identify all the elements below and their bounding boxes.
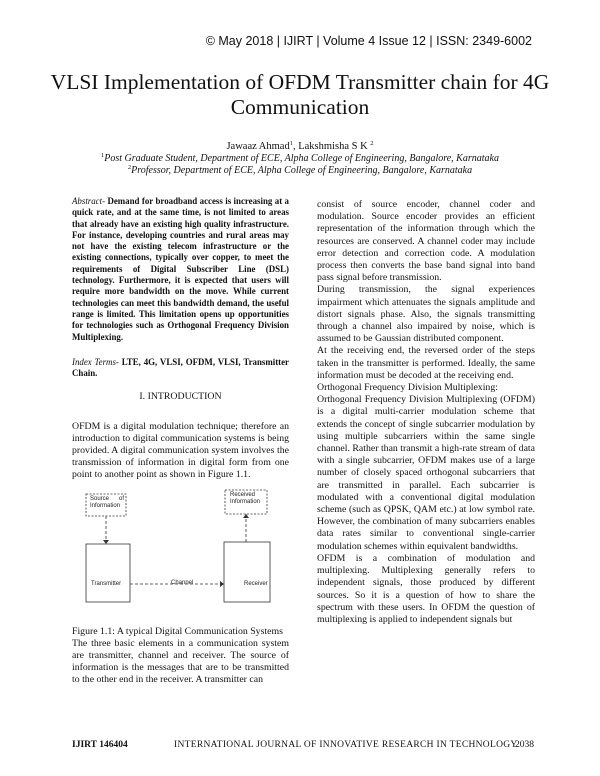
label-destination: Received Information xyxy=(230,491,261,505)
label-source: Source of Information xyxy=(90,495,124,509)
right-paragraph-2: During transmission, the signal experiences impairment which attenuates the signals amplitude and distort signals phase. Also, the signals transmitting through a channel also impaired by noise, which is assumed to be Gaussian distributed component. xyxy=(317,284,535,345)
journal-header: © May 2018 | IJIRT | Volume 4 Issue 12 | ISSN: 2349-6002 xyxy=(205,34,532,48)
footer-journal-name: INTERNATIONAL JOURNAL OF INNOVATIVE RESEARCH IN TECHNOLOGY xyxy=(174,740,518,750)
index-terms-label: Index Terms- xyxy=(72,356,119,367)
paper-title xyxy=(40,70,560,120)
figure-caption: Figure 1.1: A typical Digital Communication Systems xyxy=(72,625,283,637)
index-terms xyxy=(72,357,289,380)
abstract-text: Demand for broadband access is increasing at a quick rate, and at the same time, is not limited to areas that already have an existing high quality infrastructure. For instance, developing countries and rural areas may not have the existing telecom infrastructure or the existing connections, typically over copper, to meet the requirements of Digital Subscriber Line (DSL) technology. Furthermore, it is expected that users will require more bandwidth on the move. While current technologies can meet this bandwidth demand, the useful range is limited. This limitation opens up opportunities for technologies such as Orthogonal Frequency Division Multiplexing. xyxy=(72,196,289,342)
affiliation-1-sup: 1 xyxy=(101,152,105,159)
abstract xyxy=(72,196,289,343)
arrow-to-destination xyxy=(243,514,249,518)
title-line-1: VLSI Implementation of OFDM Transmitter chain for 4G xyxy=(50,70,550,94)
ofdm-subheading: Orthogonal Frequency Division Multiplexing: xyxy=(317,382,498,394)
footer-page-number: 2038 xyxy=(515,740,534,750)
right-column xyxy=(317,199,535,626)
arrow-to-receiver xyxy=(220,581,224,587)
arrow-to-transmitter xyxy=(103,540,109,544)
section-heading-introduction: I. INTRODUCTION xyxy=(139,391,222,403)
author-1: Jawaaz Ahmad xyxy=(226,141,290,152)
transmitter-box xyxy=(86,544,130,602)
author-2: Lakshmisha S K xyxy=(298,141,368,152)
author-1-sup: 1 xyxy=(289,140,293,147)
label-channel: Channel xyxy=(171,579,194,586)
label-receiver: Receiver xyxy=(244,580,268,587)
right-paragraph-3: At the receiving end, the reversed order of the steps taken in the transmitter is performed. Ideally, the same information must be decoded at the receiving end. xyxy=(317,345,535,381)
author-separator: , xyxy=(292,141,299,152)
right-paragraph-6: OFDM is a combination of modulation and multiplexing. Multiplexing generally refers to independent signals, those produced by different sources. So it is a question of how to share the spectrum with these users. In OFDM the question of multiplexing is applied to independent signals but xyxy=(317,552,535,625)
title-line-2: Communication xyxy=(230,95,370,119)
author-list xyxy=(40,141,560,152)
figure-communication-system xyxy=(72,488,289,616)
footer-paper-id: IJIRT 146404 xyxy=(72,740,128,750)
abstract-label: Abstract- xyxy=(72,196,106,206)
right-paragraph-5: Orthogonal Frequency Division Multiplexing (OFDM) is a digital multi-carrier modulation scheme that extends the concept of single subcarrier modulation by using multiple subcarriers within the same single channel. Rather than transmit a high-rate stream of data with a single subcarrier, OFDM makes use of a large number of closely spaced orthogonal subcarriers that are transmitted in parallel. Each subcarrier is modulated with a conventional digital modulation scheme (such as QPSK, QAM etc.) at low symbol rate. However, the combination of many subcarriers enables data rates similar to conventional single-carrier modulation schemes within equivalent bandwidths. xyxy=(317,394,535,552)
affiliation-2-text: Professor, Department of ECE, Alpha College of Engineering, Bangalore, Karnataka xyxy=(131,165,473,176)
receiver-box xyxy=(224,542,270,602)
right-paragraph-1: consist of source encoder, channel coder and modulation. Source encoder provides an efficient representation of the information through which the resources are conserved. A channel coder may include error detection and correction code. A modulation process then converts the base band signal into band pass signal before transmission. xyxy=(317,199,535,284)
affiliation-1 xyxy=(40,153,560,164)
intro-paragraph-1: OFDM is a digital modulation technique; therefore an introduction to digital communication systems is being provided. A digital communication system involves the transmission of information in digital form from one point to another point as shown in Figure 1.1. xyxy=(72,420,289,481)
label-transmitter: Transmitter xyxy=(91,580,122,587)
affiliation-2-sup: 2 xyxy=(127,164,132,171)
intro-paragraph-2: The three basic elements in a communication system are transmitter, channel and receiver. The source of information is the messages that are to be transmitted to the other end in the receiver. A transmitter can xyxy=(72,637,289,686)
left-column xyxy=(72,196,289,687)
affiliation-1-text: Post Graduate Student, Department of ECE, Alpha College of Engineering, Bangalore, Karnataka xyxy=(104,153,499,164)
author-2-sup: 2 xyxy=(370,140,374,147)
affiliation-2 xyxy=(40,165,560,176)
index-terms-text: LTE, 4G, VLSI, OFDM, VLSI, Transmitter Chain. xyxy=(72,356,289,379)
